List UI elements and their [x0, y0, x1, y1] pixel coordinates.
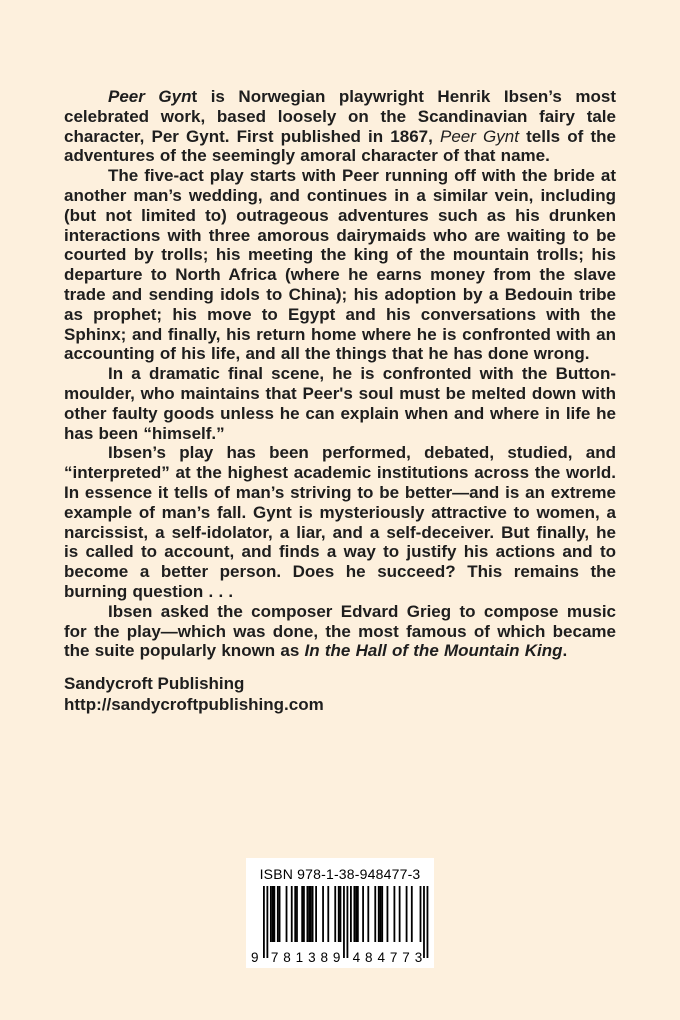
publisher-url: http://sandycroftpublishing.com [64, 694, 324, 714]
publisher-block [64, 674, 616, 715]
barcode-box [246, 858, 434, 968]
paragraph [64, 166, 616, 364]
blurb-text-block [64, 87, 616, 715]
text-segment: Ibsen asked the composer Edvard Grieg to compose music for the play—which was done, the most famous of which became the suite popularly known as [64, 601, 616, 661]
paragraph [64, 602, 616, 661]
text-segment: In a dramatic final scene, he is confronted with the Button-moulder, who maintains that Peer's soul must be melted down with other faulty goods unless he can explain when and where in life he has been “himself.” [64, 364, 616, 443]
svg-text:9: 9 [251, 950, 259, 964]
svg-text:484773: 484773 [352, 950, 423, 964]
publisher-name: Sandycroft Publishing [64, 674, 245, 694]
paragraph [64, 364, 616, 443]
paragraph [64, 443, 616, 601]
text-segment: The five-act play starts with Peer running off with the bride at another man’s wedding, and continues in a similar vein, including (but not limited to) outrageous adventures such as his drunken interactions with three amorous dairymaids who are waiting to be courted by trolls; his meeting the king of the mountain trolls; his departure to North Africa (where he earns money from the slave trade and sending idols to China); his adoption by a Bedouin tribe as prophet; his move to Egypt and his conversations with the Sphinx; and finally, his return home where he is confronted with an accounting of his life, and all the things that he has done wrong. [64, 166, 616, 364]
text-segment: . [562, 641, 568, 661]
text-segment: tells of the adventures of the seemingly amoral character of that name. [64, 126, 616, 166]
text-segment: Peer Gyn [108, 87, 192, 106]
paragraph [64, 87, 616, 166]
ean13-barcode [250, 886, 430, 964]
text-segment: Peer Gynt [440, 126, 519, 146]
text-segment: t is Norwegian playwright Henrik Ibsen’s most celebrated work, based loosely on the Scandinavian fairy tale character, Per Gynt. First published in 1867, [64, 87, 616, 146]
body-paragraphs [64, 87, 616, 661]
text-segment: Ibsen’s play has been performed, debated, studied, and “interpreted” at the highest academic institutions across the world. In essence it tells of man’s striving to be better—and is an extreme example of man’s fall. Gynt is mysteriously attractive to women, a narcissist, a self-idolator, a liar, and a self-deceiver. But finally, he is called to account, and finds a way to justify his actions and to become a better person. Does he succeed? This remains the burning question . . . [64, 443, 616, 601]
isbn-text: ISBN 978-1-38-948477-3 [259, 866, 421, 882]
svg-text:781389: 781389 [270, 950, 341, 964]
text-segment: In the Hall of the Mountain King [304, 641, 563, 661]
